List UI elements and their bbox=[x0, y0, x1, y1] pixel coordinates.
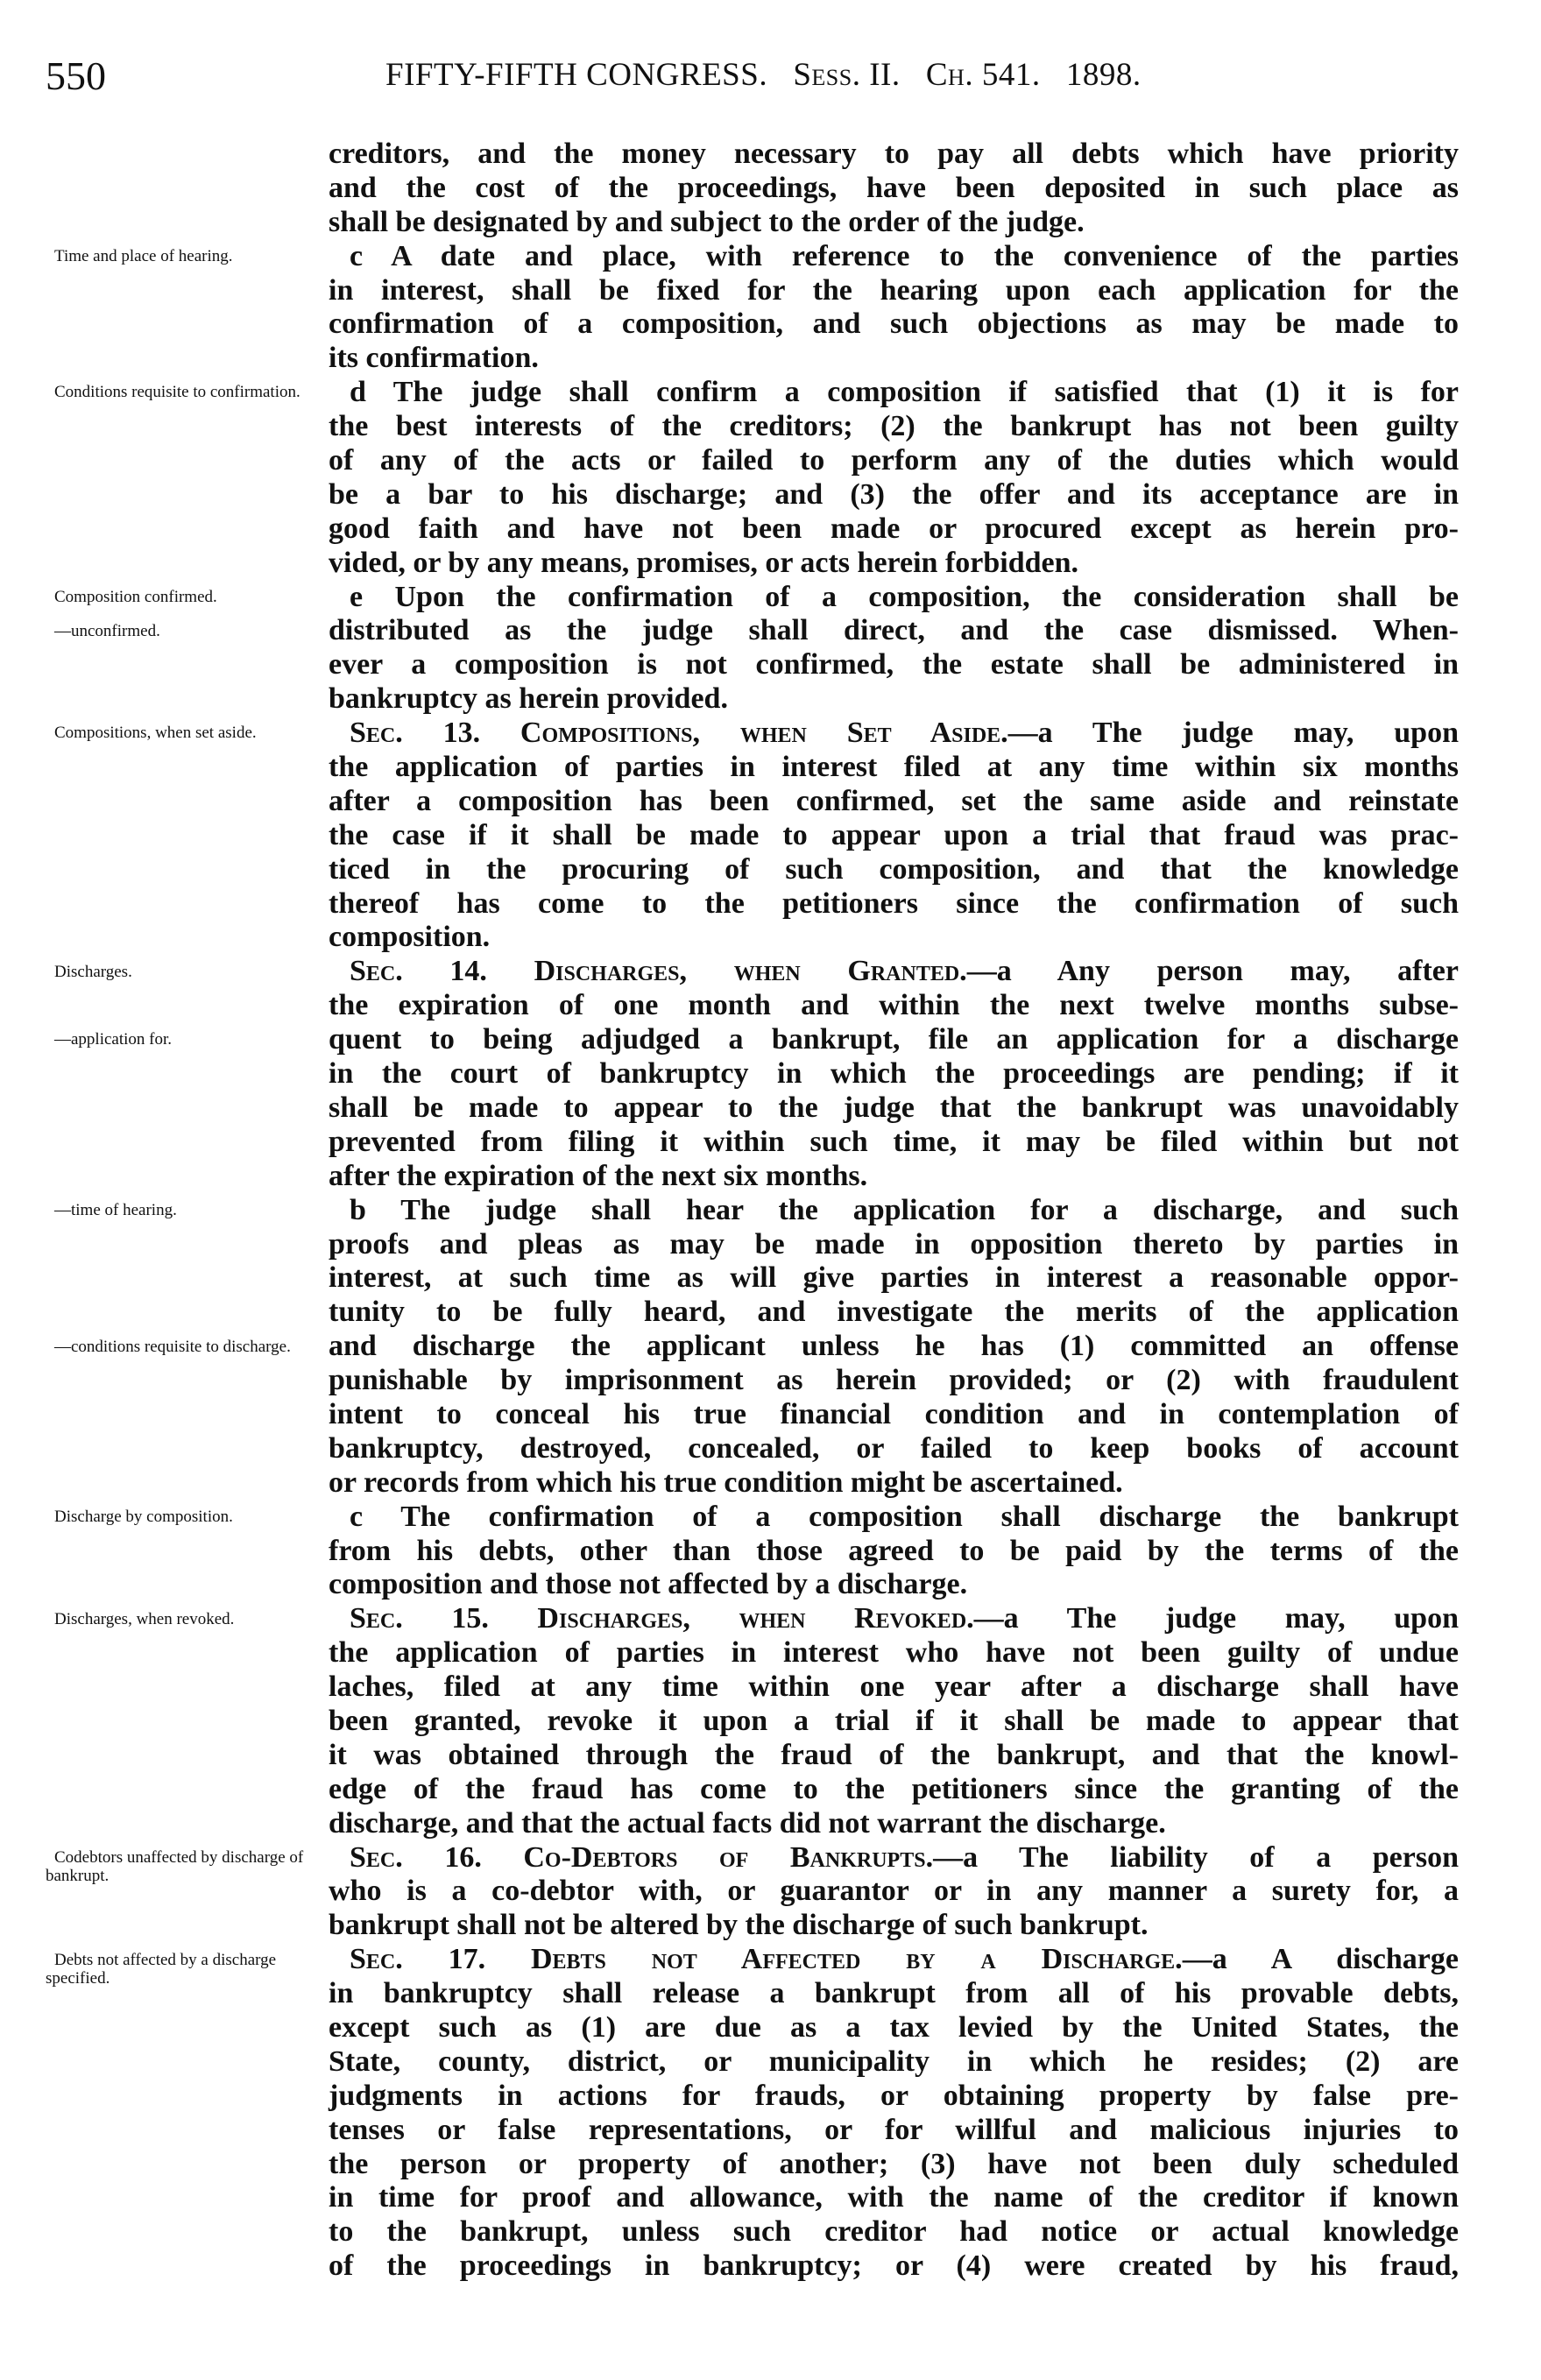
line-text: tenses or false representations, or for willful and malicious injuries to bbox=[329, 2113, 1459, 2146]
text-line bbox=[329, 1568, 1459, 1602]
line-text: the application of parties in interest who have not been guilty of undue bbox=[329, 1636, 1459, 1670]
text-line bbox=[329, 1501, 1459, 1535]
line-text: of any of the acts or failed to perform any of the duties which would bbox=[329, 444, 1459, 477]
line-text: vided, or by any means, promises, or acts herein forbidden. bbox=[329, 546, 1079, 579]
line-text: in the court of bankruptcy in which the proceedings are pending; if it bbox=[329, 1057, 1459, 1091]
text-line bbox=[329, 240, 1459, 274]
text-line bbox=[329, 1636, 1459, 1670]
text-line bbox=[329, 1602, 1459, 1636]
text-line bbox=[329, 1943, 1459, 1977]
text-line bbox=[329, 819, 1459, 853]
section-heading: Sec. 14. Discharges, when Granted. bbox=[350, 955, 967, 988]
line-text: quent to being adjudged a bankrupt, file an application for a discharge bbox=[329, 1023, 1459, 1056]
margin-note: —unconfirmed. bbox=[54, 621, 160, 640]
line-text: the person or property of another; (3) have not been duly scheduled bbox=[329, 2147, 1459, 2180]
line-text: in interest, shall be fixed for the hearing upon each application for the bbox=[329, 273, 1459, 307]
line-text: bankrupt shall not be altered by the discharge of such bankrupt. bbox=[329, 1909, 1149, 1942]
line-text: from his debts, other than those agreed to be paid by the terms of the bbox=[329, 1534, 1459, 1567]
line-text: —a Any person may, after bbox=[966, 955, 1459, 988]
text-line bbox=[329, 1739, 1459, 1773]
text-line bbox=[329, 547, 1459, 581]
line-text: b The judge shall hear the application for a discharge, and such bbox=[350, 1193, 1459, 1226]
text-line bbox=[329, 1398, 1459, 1432]
line-text: and the cost of the proceedings, have been deposited in such place as bbox=[329, 171, 1459, 204]
line-text: State, county, district, or municipality in which he resides; (2) are bbox=[329, 2045, 1459, 2078]
line-text: after a composition has been confirmed, set the same aside and reinstate bbox=[329, 784, 1459, 817]
line-text: shall be designated by and subject to the order of the judge. bbox=[329, 205, 1085, 238]
line-text: punishable by imprisonment as herein provided; or (2) with fraudulent bbox=[329, 1364, 1459, 1397]
line-text: its confirmation. bbox=[329, 342, 539, 375]
line-text: tunity to be fully heard, and investigate the merits of the application bbox=[329, 1296, 1459, 1329]
line-text: been granted, revoke it upon a trial if it shall be made to appear that bbox=[329, 1704, 1459, 1737]
line-text: edge of the fraud has come to the petitioners since the granting of the bbox=[329, 1772, 1459, 1805]
page-number: 550 bbox=[46, 53, 106, 98]
text-line bbox=[329, 1160, 1459, 1194]
margin-note: Discharge by composition. bbox=[54, 1508, 233, 1526]
line-text: in bankruptcy shall release a bankrupt from all of his provable debts, bbox=[329, 1977, 1459, 2010]
text-line bbox=[329, 410, 1459, 444]
margin-note: —time of hearing. bbox=[54, 1200, 177, 1219]
text-line bbox=[329, 1194, 1459, 1228]
line-text: the expiration of one month and within the next twelve months subse- bbox=[329, 989, 1459, 1022]
header-year: 1898. bbox=[1065, 57, 1142, 93]
text-line bbox=[329, 853, 1459, 887]
line-text: composition and those not affected by a discharge. bbox=[329, 1568, 968, 1601]
line-text: —a The judge may, upon bbox=[1007, 717, 1459, 750]
line-text: of the proceedings in bankruptcy; or (4) were created by his fraud, bbox=[329, 2249, 1459, 2283]
text-line bbox=[329, 2181, 1459, 2215]
line-text: be a bar to his discharge; and (3) the offer and its acceptance are in bbox=[329, 477, 1459, 511]
line-text: —a The judge may, upon bbox=[973, 1602, 1459, 1635]
text-line bbox=[329, 1261, 1459, 1296]
text-line bbox=[329, 172, 1459, 206]
line-text: c A date and place, with reference to the convenience of the parties bbox=[350, 239, 1459, 272]
margin-note: Time and place of hearing. bbox=[54, 246, 233, 265]
margin-note: Conditions requisite to confirmation. bbox=[54, 383, 300, 402]
text-line bbox=[329, 887, 1459, 922]
line-text: good faith and have not been made or procured except as herein pro- bbox=[329, 512, 1459, 545]
section-heading: Sec. 13. Compositions, when Set Aside. bbox=[350, 717, 1008, 750]
text-line bbox=[329, 206, 1459, 240]
text-line bbox=[329, 1670, 1459, 1705]
text-line bbox=[329, 478, 1459, 512]
line-text: the case if it shall be made to appear upon a trial that fraud was prac- bbox=[329, 818, 1459, 851]
line-text: discharge, and that the actual facts did not warrant the discharge. bbox=[329, 1806, 1166, 1840]
text-line bbox=[329, 444, 1459, 478]
section-heading: Sec. 15. Discharges, when Revoked. bbox=[350, 1602, 974, 1635]
line-text: bankruptcy, destroyed, concealed, or failed to keep books of account bbox=[329, 1431, 1459, 1465]
text-line bbox=[329, 1535, 1459, 1569]
line-text: judgments in actions for frauds, or obtaining property by false pre- bbox=[329, 2079, 1459, 2112]
text-line bbox=[329, 1296, 1459, 1330]
text-line bbox=[329, 307, 1459, 342]
margin-note: Discharges, when revoked. bbox=[54, 1609, 235, 1628]
line-text: to the bankrupt, unless such creditor had notice or actual knowledge bbox=[329, 2215, 1459, 2249]
text-line bbox=[329, 989, 1459, 1023]
margin-note: Compositions, when set aside. bbox=[54, 724, 257, 743]
text-line bbox=[329, 1091, 1459, 1126]
margin-note: Codebtors unaffected by discharge of bankrupt. bbox=[46, 1848, 304, 1885]
line-text: it was obtained through the fraud of the bankrupt, and that the knowl- bbox=[329, 1738, 1459, 1771]
line-text: distributed as the judge shall direct, and the case dismissed. When- bbox=[329, 614, 1459, 647]
line-text: intent to conceal his true financial condition and in contemplation of bbox=[329, 1397, 1459, 1430]
text-line bbox=[329, 1841, 1459, 1875]
text-line bbox=[329, 1330, 1459, 1364]
margin-note: Discharges. bbox=[54, 962, 132, 981]
header-session: Sess. II. bbox=[793, 57, 901, 93]
text-line bbox=[329, 2011, 1459, 2045]
text-line bbox=[329, 614, 1459, 648]
text-line bbox=[329, 1977, 1459, 2011]
text-line bbox=[329, 682, 1459, 717]
line-text: the application of parties in interest filed at any time within six months bbox=[329, 751, 1459, 784]
text-line bbox=[329, 138, 1459, 172]
line-text: c The confirmation of a composition shall discharge the bankrupt bbox=[350, 1500, 1459, 1533]
text-line bbox=[329, 1126, 1459, 1160]
line-text: except such as (1) are due as a tax levied by the United States, the bbox=[329, 2010, 1459, 2044]
text-line bbox=[329, 1364, 1459, 1398]
line-text: bankruptcy as herein provided. bbox=[329, 682, 728, 716]
line-text: interest, at such time as will give parties in interest a reasonable oppor- bbox=[329, 1261, 1459, 1295]
header-chapter: Ch. 541. bbox=[925, 57, 1041, 93]
line-text: in time for proof and allowance, with the name of the creditor if known bbox=[329, 2181, 1459, 2214]
line-text: proofs and pleas as may be made in opposition thereto by parties in bbox=[329, 1227, 1459, 1261]
text-line bbox=[329, 342, 1459, 376]
header-title: FIFTY-FIFTH CONGRESS. bbox=[385, 57, 768, 93]
text-line bbox=[329, 1466, 1459, 1501]
line-text: and discharge the applicant unless he has (1) committed an offense bbox=[329, 1330, 1459, 1363]
line-text: —a The liability of a person bbox=[933, 1840, 1459, 1874]
text-line bbox=[329, 1228, 1459, 1262]
section-heading: Sec. 16. Co-Debtors of Bankrupts. bbox=[350, 1840, 934, 1874]
text-line bbox=[329, 376, 1459, 410]
text-line bbox=[329, 2249, 1459, 2284]
text-line bbox=[329, 274, 1459, 308]
text-line bbox=[329, 2080, 1459, 2114]
text-line bbox=[329, 921, 1459, 955]
text-line bbox=[329, 785, 1459, 819]
line-text: thereof has come to the petitioners since the confirmation of such bbox=[329, 886, 1459, 920]
line-text: shall be made to appear to the judge that the bankrupt was unavoidably bbox=[329, 1091, 1459, 1124]
text-line bbox=[329, 1909, 1459, 1943]
margin-note: —conditions requisite to discharge. bbox=[54, 1337, 291, 1356]
margin-note: Debts not affected by a discharge specified. bbox=[46, 1950, 277, 1988]
section-heading: Sec. 17. Debts not Affected by a Discharge. bbox=[350, 1943, 1183, 1976]
text-line bbox=[329, 2215, 1459, 2249]
text-line bbox=[329, 512, 1459, 547]
text-line bbox=[329, 2114, 1459, 2148]
text-line bbox=[329, 1023, 1459, 1057]
margin-note: Composition confirmed. bbox=[54, 587, 217, 606]
text-line bbox=[329, 1875, 1459, 1909]
line-text: —a A discharge bbox=[1182, 1943, 1459, 1976]
text-line bbox=[329, 2045, 1459, 2080]
line-text: laches, filed at any time within one year after a discharge shall have bbox=[329, 1670, 1459, 1704]
line-text: e Upon the confirmation of a composition, the consideration shall be bbox=[350, 580, 1459, 613]
text-line bbox=[329, 717, 1459, 751]
text-line bbox=[329, 955, 1459, 989]
text-line bbox=[329, 1432, 1459, 1466]
line-text: ticed in the procuring of such composition, and that the knowledge bbox=[329, 852, 1459, 886]
text-line bbox=[329, 1705, 1459, 1739]
text-line bbox=[329, 1773, 1459, 1807]
line-text: or records from which his true condition might be ascertained. bbox=[329, 1465, 1123, 1499]
line-text: prevented from filing it within such time, it may be filed within but not bbox=[329, 1125, 1459, 1158]
line-text: ever a composition is not confirmed, the estate shall be administered in bbox=[329, 648, 1459, 682]
line-text: creditors, and the money necessary to pay all debts which have priority bbox=[329, 138, 1459, 170]
text-line bbox=[329, 1057, 1459, 1091]
running-header bbox=[385, 56, 1142, 94]
text-line bbox=[329, 2148, 1459, 2182]
line-text: d The judge shall confirm a composition if satisfied that (1) it is for bbox=[350, 376, 1459, 409]
line-text: who is a co-debtor with, or guarantor or in any manner a surety for, a bbox=[329, 1875, 1459, 1908]
text-line bbox=[329, 648, 1459, 682]
line-text: the best interests of the creditors; (2) the bankrupt has not been guilty bbox=[329, 410, 1459, 443]
line-text: after the expiration of the next six months. bbox=[329, 1159, 868, 1192]
text-line bbox=[329, 581, 1459, 615]
line-text: confirmation of a composition, and such objections as may be made to bbox=[329, 307, 1459, 341]
line-text: composition. bbox=[329, 921, 491, 954]
margin-note: —application for. bbox=[54, 1030, 173, 1049]
body-text bbox=[329, 138, 1459, 2284]
text-line bbox=[329, 1807, 1459, 1841]
text-line bbox=[329, 751, 1459, 785]
